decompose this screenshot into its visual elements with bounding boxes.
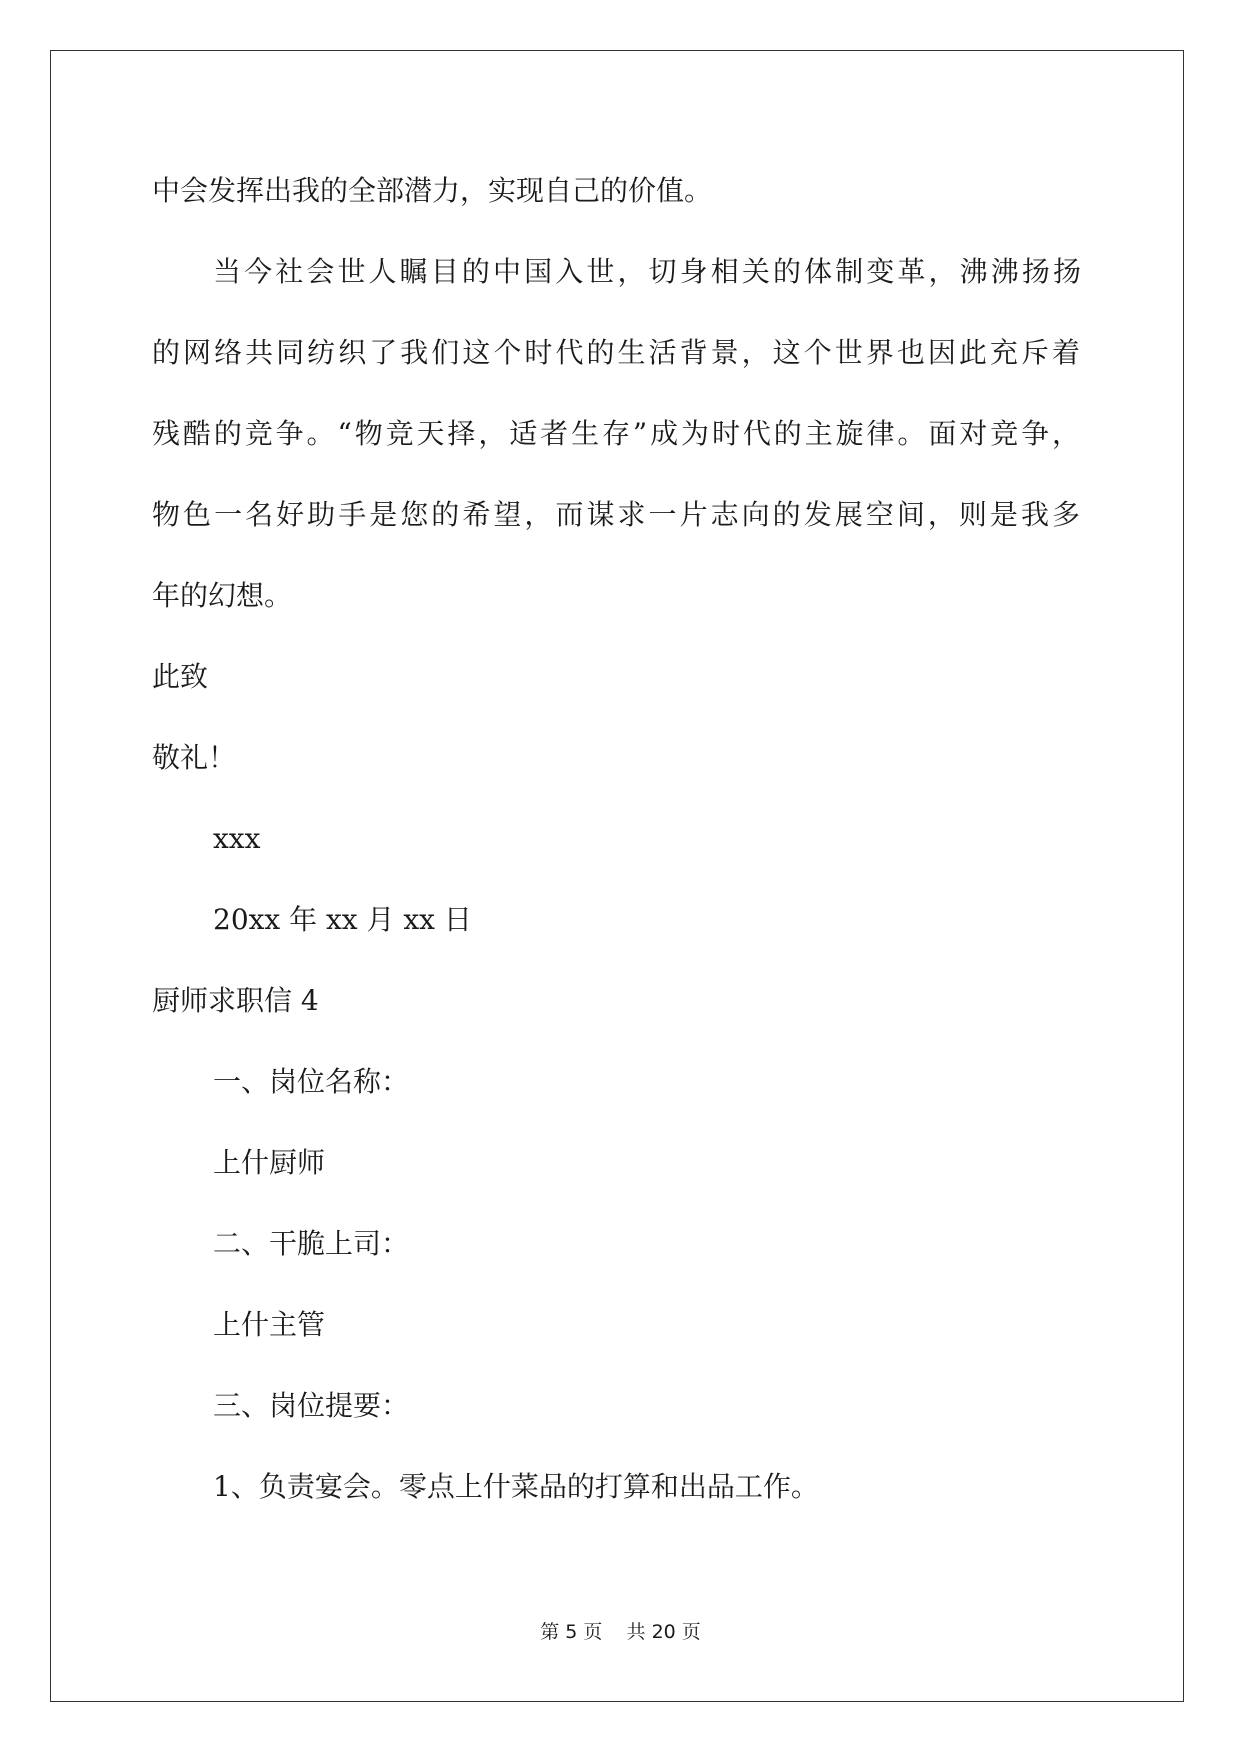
list-heading: 一、岗位名称： — [213, 1065, 410, 1098]
list-item: 1、负责宴会。零点上什菜品的打算和出品工作。 — [213, 1470, 819, 1503]
body-line: 年的幻想。 — [152, 579, 293, 612]
section-title: 厨师求职信 4 — [152, 984, 319, 1017]
signature-name: xxx — [213, 822, 261, 855]
list-item: 上什主管 — [213, 1308, 326, 1341]
signature-date: 20xx 年 xx 月 xx 日 — [213, 903, 472, 936]
list-heading: 三、岗位提要： — [213, 1389, 410, 1422]
body-line: 当今社会世人瞩目的中国入世，切身相关的体制变革，沸沸扬扬 — [213, 255, 1081, 288]
body-line: 残酷的竞争。“物竞天择，适者生存”成为时代的主旋律。面对竞争， — [152, 417, 1080, 450]
list-item: 上什厨师 — [213, 1146, 326, 1179]
body-line: 的网络共同纺织了我们这个时代的生活背景，这个世界也因此充斥着 — [152, 336, 1080, 369]
page-number-footer: 第 5 页 共 20 页 — [540, 1621, 701, 1643]
closing-salutation: 此致 — [152, 660, 209, 693]
body-line: 物色一名好助手是您的希望，而谋求一片志向的发展空间，则是我多 — [152, 498, 1080, 531]
page-border — [50, 50, 1184, 1702]
body-line: 中会发挥出我的全部潜力，实现自己的价值。 — [152, 174, 713, 207]
list-heading: 二、干脆上司： — [213, 1227, 410, 1260]
closing-salutation: 敬礼！ — [152, 741, 237, 774]
